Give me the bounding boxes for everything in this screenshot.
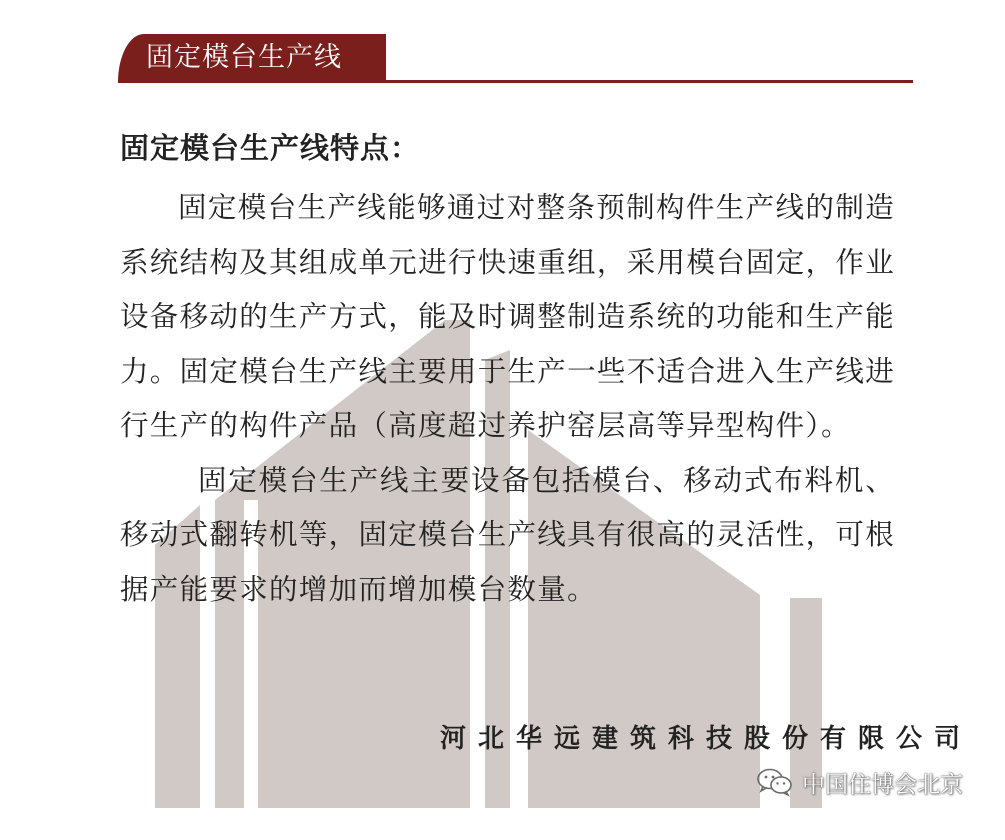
article-body	[120, 128, 895, 617]
watermark-text: 中国住博会北京	[802, 771, 963, 798]
subheading: 固定模台生产线特点：	[120, 131, 421, 165]
watermark	[756, 764, 963, 800]
header-tab	[118, 34, 386, 82]
section-title: 固定模台生产线	[146, 42, 342, 73]
paragraph-1: 固定模台生产线能够通过对整条预制构件生产线的制造系统结构及其组成单元进行快速重组，采用模台固定，作业设备移动的生产方式，能及时调整制造系统的功能和生产能力。固定模台生产线主要用于生产一些不适合进入生产线进行生产的构件产品（高度超过养护窑层高等异型构件）。	[120, 191, 895, 442]
wechat-icon	[756, 767, 794, 797]
section-header	[118, 34, 913, 86]
company-name: 河北华远建筑科技股份有限公司	[440, 724, 973, 754]
header-divider	[118, 80, 913, 83]
paragraph-2: 固定模台生产线主要设备包括模台、移动式布料机、移动式翻转机等，固定模台生产线具有很高的灵活性，可根据产能要求的增加而增加模台数量。	[120, 463, 895, 606]
